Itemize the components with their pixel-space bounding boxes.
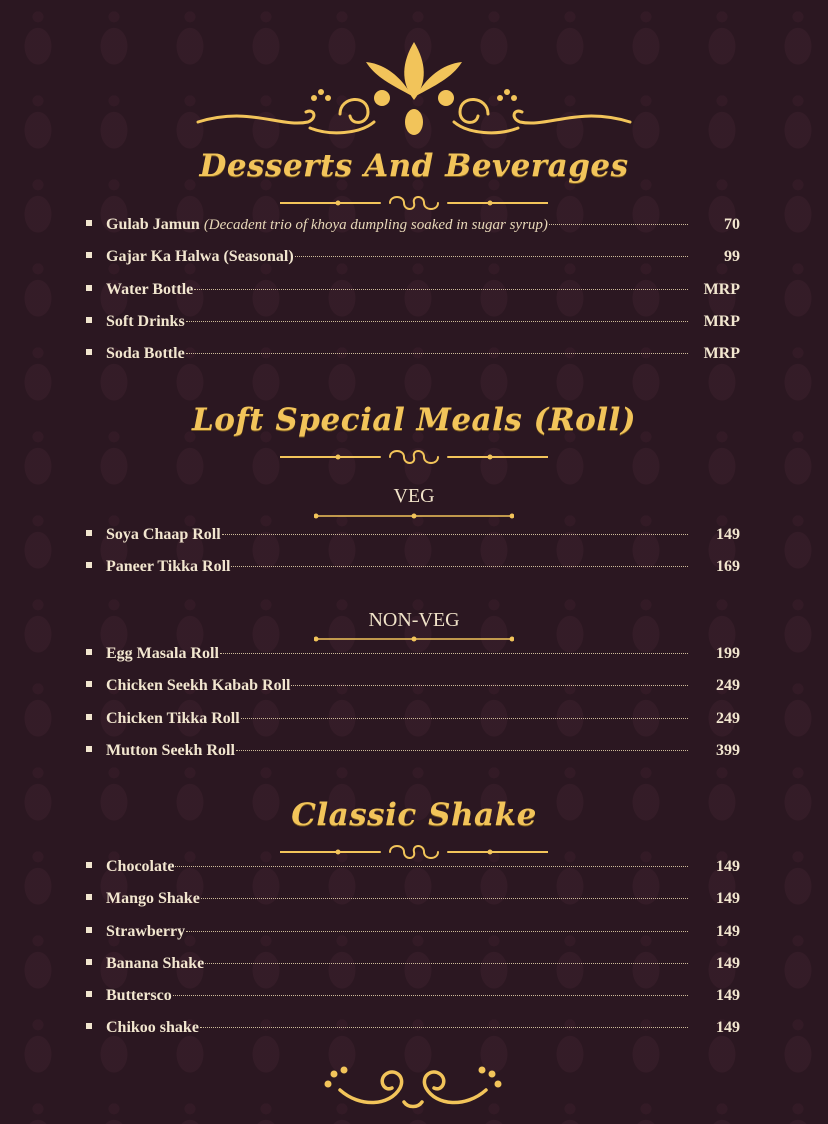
bullet-icon bbox=[86, 649, 92, 655]
bullet-icon bbox=[86, 862, 92, 868]
menu-item-price: MRP bbox=[703, 312, 740, 330]
menu-item-name: Soft Drinks bbox=[106, 312, 185, 330]
bullet-icon bbox=[86, 991, 92, 997]
veg-rolls-list bbox=[86, 526, 740, 591]
menu-item-name: Soda Bottle bbox=[106, 345, 185, 363]
menu-item-name: Banana Shake bbox=[106, 954, 205, 972]
menu-item bbox=[86, 1019, 740, 1051]
bullet-icon bbox=[86, 959, 92, 965]
subheading-underline bbox=[314, 512, 514, 520]
menu-item-name: Chocolate bbox=[106, 858, 175, 875]
bullet-icon bbox=[86, 317, 92, 323]
menu-item bbox=[86, 890, 740, 922]
menu-item-price: 149 bbox=[716, 954, 740, 972]
subheading-underline bbox=[314, 635, 514, 643]
menu-item bbox=[86, 526, 740, 558]
dot-leader bbox=[186, 931, 688, 932]
dot-leader bbox=[241, 718, 688, 719]
scroll-divider-icon bbox=[280, 447, 548, 467]
menu-item-name: Mutton Seekh Roll bbox=[106, 741, 235, 759]
menu-item bbox=[86, 645, 740, 677]
bullet-icon bbox=[86, 714, 92, 720]
desserts-list bbox=[86, 216, 740, 377]
menu-item-price: 149 bbox=[716, 526, 740, 543]
fleur-de-lis-ornament-icon bbox=[190, 36, 638, 144]
dot-leader bbox=[175, 866, 688, 867]
menu-item bbox=[86, 987, 740, 1019]
section-title-desserts: Desserts And Beverages bbox=[199, 148, 629, 184]
menu-item-price: 70 bbox=[724, 216, 740, 233]
dot-leader bbox=[194, 289, 688, 290]
menu-item-price: MRP bbox=[703, 280, 740, 298]
swirl-ornament-icon bbox=[320, 1062, 506, 1112]
bullet-icon bbox=[86, 894, 92, 900]
menu-item bbox=[86, 923, 740, 955]
dot-leader bbox=[205, 963, 688, 964]
bullet-icon bbox=[86, 1023, 92, 1029]
menu-item-price: 249 bbox=[716, 677, 740, 695]
menu-item bbox=[86, 710, 740, 742]
menu-item-name: Chikoo shake bbox=[106, 1019, 199, 1037]
menu-item bbox=[86, 313, 740, 345]
dot-leader bbox=[236, 750, 688, 751]
menu-item bbox=[86, 281, 740, 313]
dot-leader bbox=[549, 224, 688, 225]
menu-item bbox=[86, 558, 740, 590]
bullet-icon bbox=[86, 285, 92, 291]
dot-leader bbox=[220, 653, 688, 654]
menu-item-name: Gajar Ka Halwa (Seasonal) bbox=[106, 248, 294, 266]
bullet-icon bbox=[86, 927, 92, 933]
section-title-rolls: Loft Special Meals (Roll) bbox=[192, 402, 636, 438]
dot-leader bbox=[222, 534, 688, 535]
menu-item bbox=[86, 742, 740, 774]
menu-item-price: 99 bbox=[724, 248, 740, 266]
menu-item-description: (Decadent trio of khoya dumpling soaked in sugar syrup) bbox=[203, 217, 548, 233]
bullet-icon bbox=[86, 252, 92, 258]
menu-item-name: Gulab Jamun bbox=[106, 216, 200, 233]
menu-item-price: 149 bbox=[716, 987, 740, 1005]
menu-item bbox=[86, 955, 740, 987]
menu-item-price: 149 bbox=[716, 858, 740, 875]
dot-leader bbox=[186, 321, 688, 322]
nonveg-rolls-list bbox=[86, 645, 740, 774]
dot-leader bbox=[295, 256, 688, 257]
menu-item-price: 149 bbox=[716, 1019, 740, 1037]
scroll-divider-icon bbox=[280, 193, 548, 213]
bullet-icon bbox=[86, 530, 92, 536]
dot-leader bbox=[200, 1027, 688, 1028]
menu-item-price: 149 bbox=[716, 922, 740, 940]
bullet-icon bbox=[86, 746, 92, 752]
menu-item-name: Water Bottle bbox=[106, 280, 194, 298]
dot-leader bbox=[173, 995, 688, 996]
section-title-shakes: Classic Shake bbox=[291, 797, 537, 833]
menu-item-name: Chicken Tikka Roll bbox=[106, 709, 240, 727]
menu-item-name: Paneer Tikka Roll bbox=[106, 558, 231, 576]
dot-leader bbox=[291, 685, 688, 686]
menu-item-price: 149 bbox=[716, 890, 740, 908]
menu-item-price: 169 bbox=[716, 558, 740, 576]
menu-item-name: Soya Chaap Roll bbox=[106, 526, 221, 543]
dot-leader bbox=[231, 566, 688, 567]
dot-leader bbox=[201, 898, 688, 899]
bullet-icon bbox=[86, 349, 92, 355]
menu-item-price: MRP bbox=[703, 345, 740, 363]
menu-item-name: Egg Masala Roll bbox=[106, 645, 219, 662]
menu-item bbox=[86, 677, 740, 709]
menu-item-name: Buttersco bbox=[106, 987, 172, 1005]
menu-item-price: 199 bbox=[716, 645, 740, 662]
menu-item bbox=[86, 345, 740, 377]
menu-item-name: Chicken Seekh Kabab Roll bbox=[106, 677, 291, 695]
subheading-nonveg: NON-VEG bbox=[368, 609, 460, 631]
menu-item-name: Strawberry bbox=[106, 922, 186, 940]
menu-item bbox=[86, 858, 740, 890]
bullet-icon bbox=[86, 681, 92, 687]
shakes-list bbox=[86, 858, 740, 1052]
bullet-icon bbox=[86, 562, 92, 568]
menu-item bbox=[86, 216, 740, 248]
bullet-icon bbox=[86, 220, 92, 226]
subheading-veg: VEG bbox=[393, 485, 435, 507]
menu-item-name: Mango Shake bbox=[106, 890, 200, 908]
dot-leader bbox=[186, 353, 688, 354]
menu-item-price: 249 bbox=[716, 709, 740, 727]
menu-item-price: 399 bbox=[716, 741, 740, 759]
menu-item bbox=[86, 248, 740, 280]
